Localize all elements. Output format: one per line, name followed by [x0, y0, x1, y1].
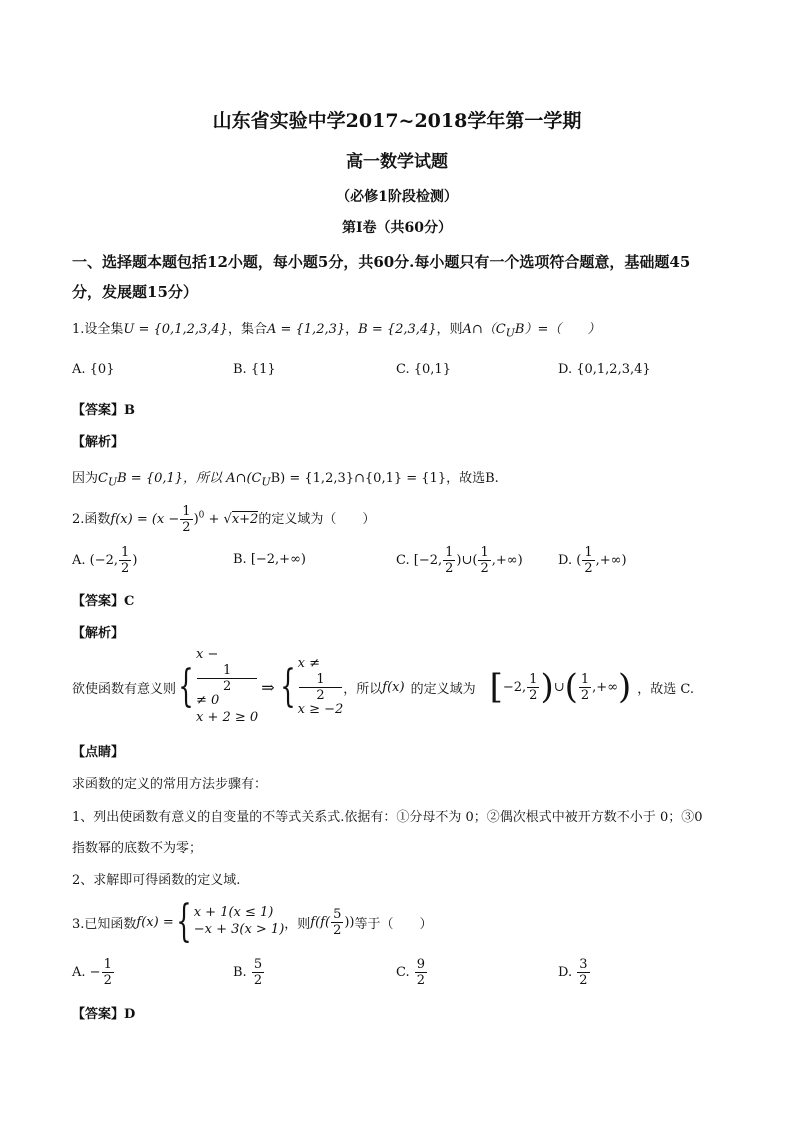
q3-option-b — [233, 958, 265, 987]
q2-opt-c-num2: 1 — [480, 545, 489, 560]
q2-analysis-label: 【解析】 — [72, 626, 125, 641]
q3-opt-b-num: 5 — [253, 957, 263, 972]
q3-frac-den: 2 — [333, 922, 342, 938]
q2-sys2-row2: x ≥ −2 — [297, 701, 344, 717]
q1-set-u: U = {0,1,2,3,4} — [123, 322, 228, 337]
q1-option-c: C. {0,1} — [396, 362, 451, 377]
q2-an-frac1-num: 1 — [529, 671, 538, 687]
brace-2: { — [279, 661, 296, 712]
q1-an-b: C — [98, 471, 108, 486]
method-line-2: 1、列出使函数有意义的自变量的不等式关系式.依据有：①分母不为 0；②偶次根式中被开方数不小于 0；③0 — [72, 810, 703, 825]
q2-option-c — [396, 546, 523, 575]
implies-arrow: ⇒ — [261, 677, 275, 697]
q1-sep: ， — [345, 322, 359, 337]
q2-an-mid: ，所以 — [343, 681, 383, 697]
q3-prefix: 3.已知函数 — [72, 916, 137, 932]
q1-expr-end: B）=（ ） — [514, 322, 601, 337]
q3-opt-b-den: 2 — [253, 973, 263, 988]
q2-an-prefix: 欲使函数有意义则 — [72, 681, 177, 697]
q2-option-a — [72, 546, 137, 575]
paren-close-2: ) — [618, 667, 632, 707]
q2-sys1-a: x − — [196, 647, 219, 663]
q1-answer — [72, 399, 135, 418]
paren-close: ) — [540, 667, 554, 707]
q2-opt-d-num: 1 — [584, 545, 593, 560]
q3-ff: f(f( — [310, 914, 331, 930]
q3-brace: { — [176, 896, 192, 947]
q3-opt-c-frac — [415, 958, 427, 987]
page-title: 山东省实验中学2017~2018学年第一学期 — [212, 110, 582, 132]
q1-analysis — [72, 467, 499, 489]
q1-an-d: B) = {1,2,3}∩{0,1} = {1}，故选B. — [270, 471, 499, 486]
q3-cases — [194, 905, 285, 939]
q2-opt-c-mid: )∪( — [456, 553, 478, 568]
q2-an-cup: ∪ — [553, 679, 565, 695]
q1-analysis-label: 【解析】 — [72, 435, 125, 450]
q2-an-fx: f(x) — [382, 679, 405, 695]
q3-opt-d-label: D. — [558, 965, 573, 980]
q2-sys2-num: 1 — [299, 673, 343, 688]
q2-an-mid2: 的定义域为 — [410, 681, 476, 697]
q3-opt-a-frac — [102, 958, 114, 987]
q2-rad: x+2 — [231, 512, 259, 527]
section-heading-line2: 分，发展题15分） — [72, 283, 198, 301]
q2-frac-num: 1 — [182, 504, 191, 519]
bracket-open: [ — [489, 667, 503, 707]
q2-an-frac2 — [579, 673, 591, 702]
q2-system-2 — [298, 656, 344, 719]
q1-an-sub: U — [107, 475, 118, 489]
q2-frac-den: 2 — [182, 520, 191, 535]
q3-ff-end: )) — [344, 914, 355, 930]
q2-an-end: ，故选 C. — [637, 681, 695, 697]
paren-open: ( — [564, 667, 578, 707]
q2-an-int1: −2, — [502, 679, 527, 695]
q1-prefix: 1.设全集 — [72, 322, 124, 337]
q3-opt-b-frac — [252, 958, 264, 987]
q2-opt-d-frac — [582, 546, 594, 575]
q2-opt-d-pre: ( — [576, 553, 582, 568]
q1-option-a: A. {0} — [72, 362, 115, 377]
q1-option-d: D. {0,1,2,3,4} — [558, 362, 651, 377]
q2-analysis — [72, 647, 695, 725]
q2-opt-d-post: ,+∞) — [595, 553, 627, 568]
method-line-3: 指数幂的底数不为零； — [72, 841, 203, 856]
question-1-stem — [72, 318, 600, 340]
q2-plus: + √ — [204, 512, 232, 527]
q2-opt-c-post: ,+∞) — [491, 553, 523, 568]
q2-opt-c-den2: 2 — [480, 561, 489, 576]
q3-opt-a-num: 1 — [103, 957, 112, 972]
q3-option-a — [72, 958, 115, 987]
q2-sys2-a: x ≠ — [297, 655, 320, 671]
q1-mid1: ，集合 — [227, 322, 267, 337]
q2-opt-a-den: 2 — [121, 561, 130, 576]
q1-an-sub2: U — [261, 475, 271, 489]
volume-label: 第Ⅰ卷（共60分） — [341, 220, 453, 236]
q2-opt-a-post: ) — [132, 553, 138, 568]
q3-opt-d-num: 3 — [579, 957, 588, 972]
q3-opt-d-den: 2 — [579, 973, 588, 988]
q2-opt-c-label: C. — [396, 553, 410, 568]
q1-an-a: 因为 — [72, 471, 99, 486]
q2-sys1-b: ≠ 0 — [196, 693, 220, 709]
q1-an-c: B = {0,1}，所以 A∩(C — [117, 471, 262, 486]
q1-set-b: B = {2,3,4} — [358, 322, 437, 337]
q1-set-a: A = {1,2,3} — [266, 322, 346, 337]
q3-suffix: 等于（ ） — [354, 916, 433, 932]
q1-mid2: ，则 — [436, 322, 463, 337]
page-subtitle: 高一数学试题 — [346, 152, 448, 172]
q2-sys2-frac — [299, 673, 343, 702]
q2-opt-d-label: D. — [558, 553, 573, 568]
section-heading-line1: 一、选择题本题包括12小题，每小题5分，共60分.每小题只有一个选项符合题意，基础题45 — [72, 253, 691, 271]
q2-opt-d-den: 2 — [584, 561, 593, 576]
q2-dianjing-label: 【点睛】 — [72, 745, 125, 760]
q2-exp: 0 — [198, 510, 205, 521]
q3-frac-num: 5 — [333, 906, 342, 922]
q2-opt-a-label: A. — [72, 553, 86, 568]
q3-case-2: −x + 3(x > 1) — [193, 922, 285, 937]
q3-opt-a-den: 2 — [103, 973, 112, 988]
q3-opt-c-den: 2 — [416, 973, 426, 988]
q1-expr: A∩（C — [462, 322, 506, 337]
q3-opt-b-label: B. — [233, 965, 247, 980]
q3-frac — [331, 908, 343, 937]
q2-an-frac2-den: 2 — [580, 687, 590, 703]
q3-case-1: x + 1(x ≤ 1) — [193, 905, 274, 921]
q2-opt-c-frac1 — [443, 546, 455, 575]
q2-opt-c-num1: 1 — [445, 545, 454, 560]
q3-opt-c-num: 9 — [416, 957, 426, 972]
q2-opt-c-frac2 — [478, 546, 490, 575]
q2-system-1 — [196, 647, 258, 727]
q2-option-b: B. [−2,+∞) — [233, 552, 306, 567]
question-2-stem — [72, 505, 375, 534]
q3-opt-a-label: A. — [72, 965, 86, 980]
q2-sys1-row2: x + 2 ≥ 0 — [196, 709, 259, 725]
q2-frac — [180, 505, 192, 534]
q2-an-frac1 — [527, 673, 539, 702]
q2-an-frac1-den: 2 — [529, 687, 538, 703]
q3-option-d — [558, 958, 591, 987]
method-line-4: 2、求解即可得函数的定义域. — [72, 873, 241, 888]
q1-answer-text: 【答案】B — [72, 403, 135, 418]
q2-opt-c-pre: [−2, — [413, 553, 443, 568]
q3-fx: f(x) = — [136, 914, 174, 930]
q2-sys2-row1 — [298, 656, 344, 702]
q2-sys1-row1 — [196, 647, 258, 710]
q2-sys1-den: 2 — [222, 679, 232, 695]
q3-mid: ，则 — [284, 916, 311, 932]
exam-note: （必修1阶段检测） — [336, 189, 458, 205]
question-3-stem — [72, 897, 433, 947]
q2-an-int2: ,+∞ — [592, 679, 619, 695]
q2-opt-c-den1: 2 — [445, 561, 454, 576]
method-line-1: 求函数的定义的常用方法步骤有： — [72, 777, 268, 792]
q2-sys1-num: 1 — [197, 664, 257, 679]
q2-option-d — [558, 546, 627, 575]
q2-answer: 【答案】C — [72, 594, 135, 609]
q2-opt-a-pre: (−2, — [89, 553, 119, 568]
q2-opt-a-frac — [119, 546, 131, 575]
q2-prefix: 2.函数 — [72, 512, 111, 527]
brace-1: { — [178, 661, 194, 712]
q3-opt-d-frac — [577, 958, 589, 987]
q1-option-b: B. {1} — [233, 362, 276, 377]
q3-answer: 【答案】D — [72, 1007, 136, 1022]
q1-expr-sub: U — [505, 326, 515, 340]
q2-sys2-den: 2 — [316, 687, 325, 703]
q2-sys1-frac — [197, 664, 257, 693]
q2-f-left: f(x) = (x − — [110, 512, 180, 527]
q3-opt-c-label: C. — [396, 965, 410, 980]
q3-opt-a-sign: − — [89, 965, 101, 980]
q2-opt-a-num: 1 — [121, 545, 130, 560]
q2-f-right: ) — [193, 512, 199, 527]
q2-an-frac2-num: 1 — [580, 671, 590, 687]
q2-suffix: 的定义域为（ ） — [258, 512, 376, 527]
q3-option-c — [396, 958, 428, 987]
